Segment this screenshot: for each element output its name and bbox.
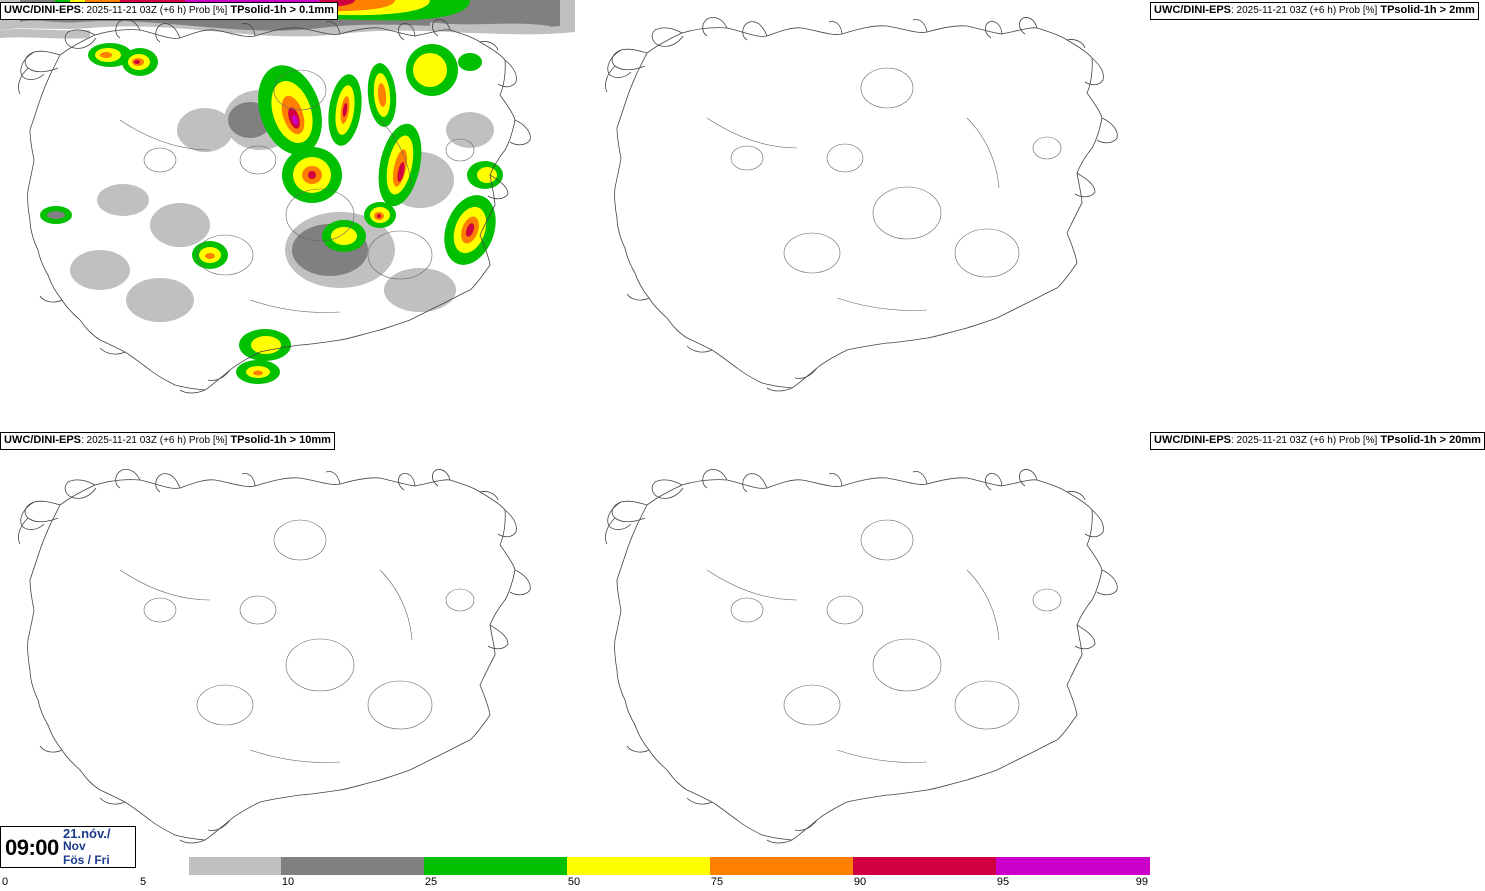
map-canvas-0 [0, 0, 575, 430]
colorbar-tick-50: 50 [567, 876, 581, 888]
valid-date: 21.nóv./ [63, 826, 111, 841]
map-canvas-1 [575, 0, 1150, 430]
inland-lakes-glaciers [707, 520, 1061, 763]
map-canvas-2 [0, 430, 575, 860]
valid-time-box [0, 826, 136, 868]
coastline-outline [605, 17, 1117, 391]
valid-month: Nov [63, 839, 86, 853]
map-panel-2[interactable] [0, 430, 575, 860]
panel-variable-1: TPsolid-1h > 2mm [1380, 4, 1475, 16]
colorbar-tick-10: 10 [281, 876, 295, 888]
colorbar-tick-75: 75 [710, 876, 724, 888]
probability-colorbar [138, 857, 1150, 875]
colorbar-tick-0: 0 [2, 876, 9, 888]
panel-variable-3: TPsolid-1h > 20mm [1380, 434, 1481, 446]
map-panel-0[interactable] [0, 0, 575, 430]
panel-variable-0: TPsolid-1h > 0.1mm [230, 4, 334, 16]
panel-variable-2: TPsolid-1h > 10mm [230, 434, 331, 446]
colorbar-segment-95-99 [996, 857, 1150, 875]
footer-legend [0, 826, 1150, 891]
panel-model-2: UWC/DINI-EPS [4, 434, 81, 446]
colorbar-tick-90: 90 [853, 876, 867, 888]
colorbar-tick-labels [0, 876, 1150, 890]
panel-model-0: UWC/DINI-EPS [4, 4, 81, 16]
panel-run-0: : 2025-11-21 03Z (+6 h) Prob [%] [81, 5, 228, 16]
valid-weekday: Fös / Fri [63, 853, 110, 867]
panel-title-2 [0, 432, 335, 450]
colorbar-segment-50-75 [567, 857, 710, 875]
map-panel-1[interactable] [575, 0, 1475, 430]
colorbar-tick-5: 5 [139, 876, 147, 888]
panel-title-0 [0, 2, 338, 20]
inland-lakes-glaciers [707, 68, 1061, 311]
panel-run-3: : 2025-11-21 03Z (+6 h) Prob [%] [1231, 435, 1378, 446]
colorbar-segment-90-95 [853, 857, 996, 875]
colorbar-tick-99: 99 [1135, 876, 1148, 888]
coastline-outline [605, 469, 1117, 843]
panel-title-1 [1150, 2, 1479, 20]
colorbar-segment-75-90 [710, 857, 853, 875]
valid-time-hour: 09:00 [5, 835, 59, 860]
coastline-outline [18, 469, 530, 843]
panel-model-1: UWC/DINI-EPS [1154, 4, 1231, 16]
colorbar-segment-0-5 [138, 857, 189, 875]
panel-title-3 [1150, 432, 1485, 450]
colorbar-tick-25: 25 [424, 876, 438, 888]
precip-field-land [40, 43, 505, 384]
colorbar-segment-10-25 [281, 857, 424, 875]
colorbar-segment-5-10 [189, 857, 281, 875]
colorbar-segment-25-50 [424, 857, 567, 875]
inland-lakes-glaciers [120, 520, 474, 763]
colorbar-tick-95: 95 [996, 876, 1010, 888]
map-canvas-3 [575, 430, 1150, 860]
panel-model-3: UWC/DINI-EPS [1154, 434, 1231, 446]
panel-run-2: : 2025-11-21 03Z (+6 h) Prob [%] [81, 435, 228, 446]
panel-run-1: : 2025-11-21 03Z (+6 h) Prob [%] [1231, 5, 1378, 16]
map-panel-3[interactable] [575, 430, 1481, 860]
